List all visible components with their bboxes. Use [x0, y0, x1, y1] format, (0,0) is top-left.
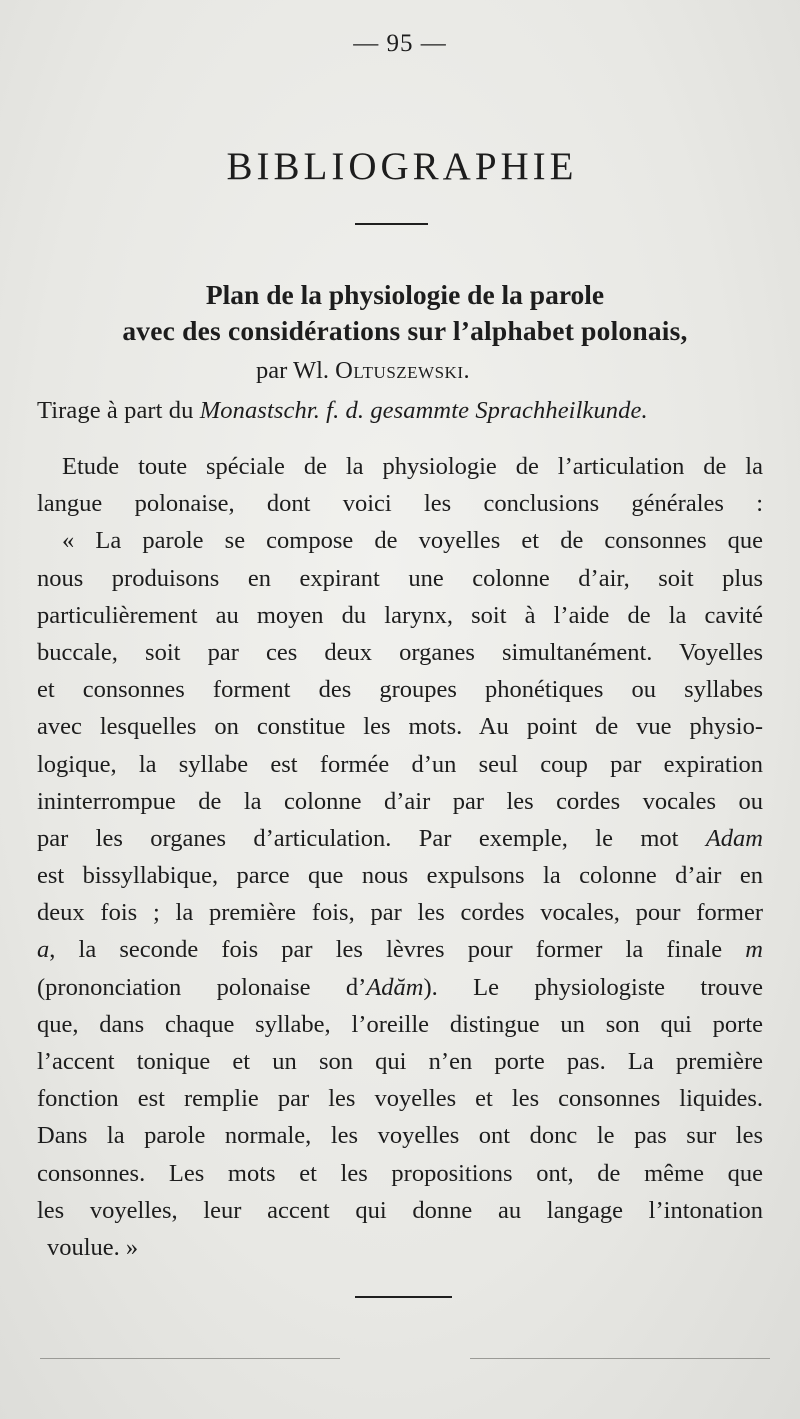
work-title-line-1: Plan de la physiologie de la parole: [205, 279, 605, 310]
body-line: Etude toute spéciale de la physiologie de l’articulation de la: [62, 453, 763, 480]
body-line: voulue. »: [47, 1233, 139, 1261]
footer-rule-right: [470, 1358, 770, 1359]
footer-rule-left: [40, 1358, 340, 1359]
body-line: langue polonaise, dont voici les conclusions générales :: [37, 490, 763, 518]
work-title-line-2: avec des considérations sur l’alphabet polonais,: [122, 315, 688, 346]
section-title: BIBLIOGRAPHIE: [226, 145, 578, 188]
reprint-note: [37, 397, 648, 425]
body-line: particulièrement au moyen du larynx, soit à l’aide de la cavité: [37, 601, 763, 629]
title-divider: [355, 223, 428, 225]
body-line: avec lesquelles on constitue les mots. Au point de vue physio-: [37, 713, 763, 741]
author-prefix: par Wl.: [256, 357, 330, 384]
body-line: que, dans chaque syllabe, l’oreille distingue un son qui porte: [37, 1010, 763, 1038]
body-text-fragment: , la seconde fois par les lèvres pour former la finale: [49, 936, 746, 964]
body-text-fragment: (prononciation polonaise d’: [37, 973, 367, 1001]
author-line: [256, 357, 470, 385]
italic-word: a: [37, 936, 50, 964]
body-line: l’accent tonique et un son qui n’en porte pas. La première: [37, 1048, 763, 1075]
body-text-fragment: par les organes d’articulation. Par exemple, le mot: [37, 824, 706, 852]
review-body: [37, 448, 763, 1266]
body-line: est bissyllabique, parce que nous expulsons la colonne d’air en: [37, 862, 763, 890]
reprint-source: Monastschr. f. d. gesammte Sprachheilkunde.: [199, 397, 648, 424]
body-line: Dans la parole normale, les voyelles ont donc le pas sur les: [37, 1122, 763, 1150]
body-line: nous produisons en expirant une colonne d’air, soit plus: [37, 564, 763, 592]
body-line: « La parole se compose de voyelles et de consonnes que: [62, 527, 763, 555]
end-divider: [355, 1296, 452, 1298]
reprint-prefix: Tirage à part du: [37, 397, 194, 424]
italic-word: m: [745, 936, 763, 964]
page-number: — 95 —: [353, 30, 447, 57]
body-line: [37, 931, 763, 968]
italic-word: Adam: [705, 824, 763, 852]
author-name: Oltuszewski.: [335, 357, 471, 384]
italic-word: Adăm: [366, 973, 424, 1001]
body-line: ininterrompue de la colonne d’air par les cordes vocales ou: [37, 787, 763, 815]
body-line: et consonnes forment des groupes phonétiques ou syllabes: [37, 676, 763, 704]
body-line: logique, la syllabe est formée d’un seul coup par expiration: [37, 750, 763, 778]
body-line: buccale, soit par ces deux organes simultanément. Voyelles: [37, 638, 763, 666]
body-text-fragment: ). Le physiologiste trouve: [423, 973, 764, 1001]
body-line: [37, 969, 763, 1006]
body-line: [37, 820, 763, 857]
body-line: deux fois ; la première fois, par les cordes vocales, pour former: [37, 899, 763, 927]
body-line: consonnes. Les mots et les propositions ont, de même que: [37, 1159, 763, 1187]
body-line: fonction est remplie par les voyelles et les consonnes liquides.: [37, 1085, 763, 1113]
body-line: les voyelles, leur accent qui donne au langage l’intonation: [37, 1196, 763, 1224]
